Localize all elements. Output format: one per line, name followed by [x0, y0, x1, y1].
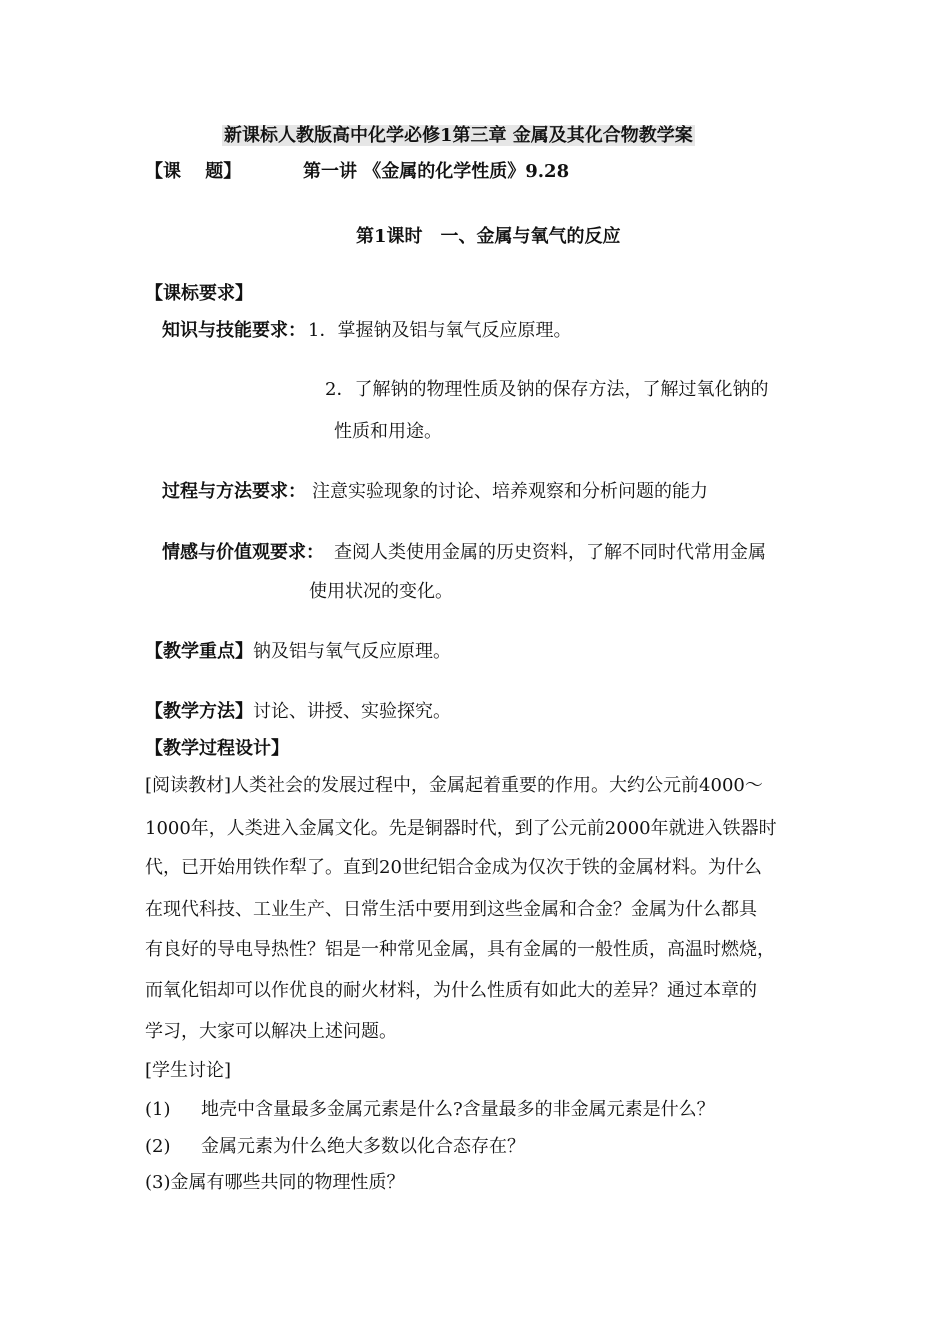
process-text: 注意实验现象的讨论、培养观察和分析问题的能力 [312, 481, 708, 502]
emotion-label: 情感与价值观要求： [162, 542, 324, 563]
method-text: 讨论、讲授、实验探究。 [253, 701, 451, 722]
reading-line-1: [阅读教材]人类社会的发展过程中，金属起着重要的作用。大约公元前4000～ [145, 775, 763, 796]
process-design-heading: 【教学过程设计】 [145, 738, 289, 759]
question-1-text: 地壳中含量最多金属元素是什么?含量最多的非金属元素是什么？ [201, 1099, 715, 1120]
reading-line-6: 而氧化铝却可以作优良的耐火材料，为什么性质有如此大的差异？通过本章的 [145, 980, 757, 1001]
lesson-title: 第1课时 一、金属与氧气的反应 [356, 226, 621, 247]
discussion-label: [学生讨论] [145, 1060, 232, 1081]
method-row [145, 700, 451, 724]
reading-line-4: 在现代科技、工业生产、日常生活中要用到这些金属和合金？金属为什么都具 [145, 899, 757, 920]
document-title: 新课标人教版高中化学必修1第三章 金属及其化合物教学案 [224, 125, 693, 146]
emotion-line-1: 查阅人类使用金属的历史资料，了解不同时代常用金属 [334, 542, 766, 563]
emotion-line-2: 使用状况的变化。 [309, 581, 453, 602]
knowledge-item-2-line-1: 2．了解钠的物理性质及钠的保存方法，了解过氧化钠的 [325, 379, 769, 400]
knowledge-label: 知识与技能要求： [162, 320, 306, 341]
method-label: 【教学方法】 [145, 701, 253, 722]
standards-heading: 【课标要求】 [145, 283, 253, 304]
reading-label: [阅读教材] [145, 775, 232, 796]
reading-line-7: 学习，大家可以解决上述问题。 [145, 1021, 397, 1042]
keypoint-row [145, 640, 451, 664]
keypoint-label: 【教学重点】 [145, 641, 253, 662]
knowledge-item-1: 1．掌握钠及铝与氧气反应原理。 [308, 320, 572, 341]
keypoint-text: 钠及铝与氧气反应原理。 [253, 641, 451, 662]
reading-line-5: 有良好的导电导热性？铝是一种常见金属，具有金属的一般性质，高温时燃烧， [145, 939, 775, 960]
reading-line-2: 1000年，人类进入金属文化。先是铜器时代，到了公元前2000年就进入铁器时 [145, 818, 777, 839]
knowledge-item-2-line-2: 性质和用途。 [334, 421, 442, 442]
question-2-text: 金属元素为什么绝大多数以化合态存在？ [201, 1136, 525, 1157]
reading-line-3: 代，已开始用铁作犁了。直到20世纪铝合金成为仅次于铁的金属材料。为什么 [145, 857, 762, 878]
topic-label: 【课 题】 [145, 161, 242, 182]
topic-text: 第一讲 《金属的化学性质》9.28 [303, 161, 570, 182]
question-1-number: (1) [145, 1099, 171, 1120]
question-2-number: (2) [145, 1136, 171, 1157]
question-3-text: (3)金属有哪些共同的物理性质？ [145, 1172, 405, 1193]
process-label: 过程与方法要求： [162, 481, 306, 502]
